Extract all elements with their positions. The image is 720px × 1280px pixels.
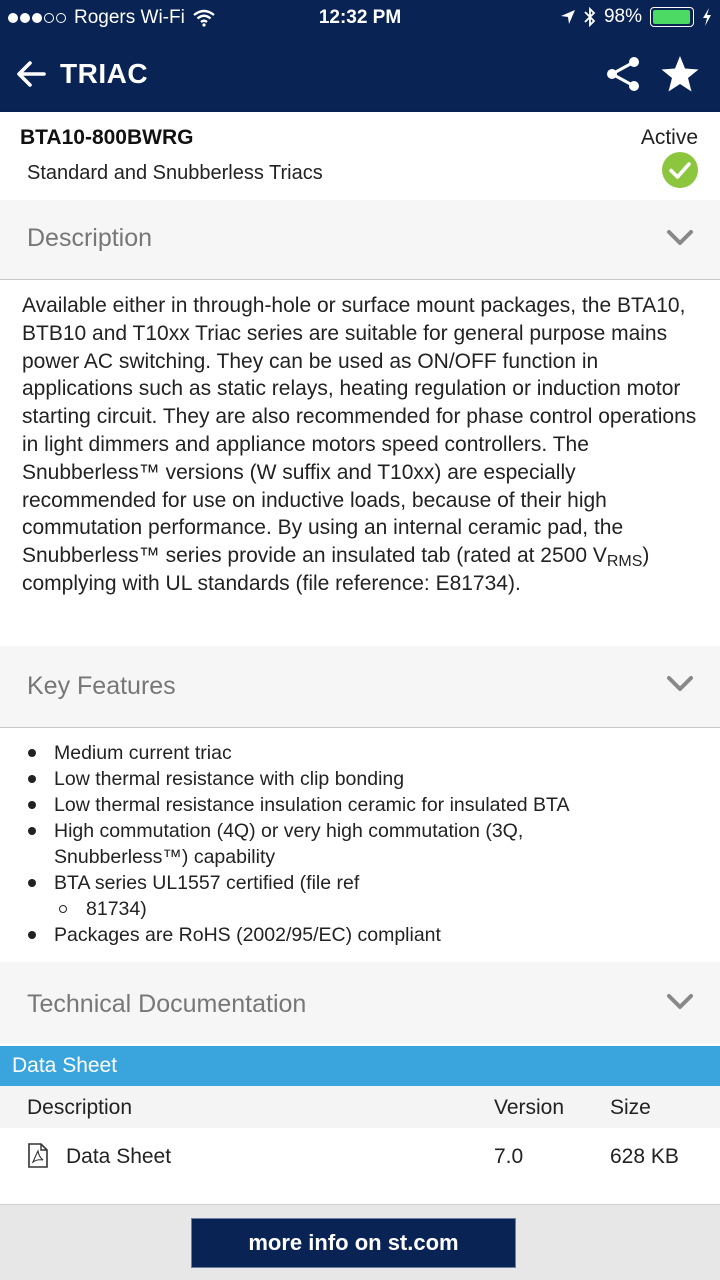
checkmark-circle-icon	[662, 152, 698, 188]
status-bar-right	[560, 6, 712, 28]
column-header-version: Version	[494, 1096, 565, 1119]
clock: 12:32 PM	[318, 7, 402, 28]
description-body: Available either in through-hole or surface mount packages, the BTA10, BTB10 and T10xx Triac series are suitable for general purpose mains power AC switching. They can be used as ON/OFF function in applications such as static relays, heating regulation or induction motor starting circuit. They are also recommended for phase control operations in light dimmers and appliance motors speed controllers. The Snubberless™ versions (W suffix and T10xx) are especially recommended for use on inductive loads, because of their high commutation performance. By using an internal ceramic pad, the Snubberless™ series provide an insulated tab (rated at 2500 V	[22, 294, 697, 568]
column-header-size: Size	[610, 1096, 651, 1119]
bullet-icon	[28, 801, 36, 809]
section-title: Key Features	[27, 672, 176, 700]
description-body-end: ) complying with UL standards (file reference: E81734).	[22, 544, 650, 595]
subscript-rms: RMS	[606, 553, 643, 571]
key-features-list	[0, 740, 720, 948]
status-label: Active	[640, 126, 698, 149]
navigation-bar	[0, 36, 720, 112]
list-item: 81734)	[0, 896, 720, 922]
list-item: Medium current triac	[0, 740, 720, 766]
star-icon[interactable]	[660, 54, 700, 94]
hollow-bullet-icon	[59, 905, 67, 913]
document-size: 628 KB	[610, 1145, 679, 1168]
chevron-down-icon	[666, 992, 694, 1012]
description-text	[22, 292, 702, 598]
document-version: 7.0	[494, 1145, 524, 1168]
product-header	[0, 112, 720, 202]
data-sheet-group-header	[0, 1046, 720, 1086]
section-key-features-header[interactable]	[0, 646, 720, 728]
bullet-icon	[28, 749, 36, 757]
location-arrow-icon	[560, 9, 576, 25]
table-header	[0, 1086, 720, 1128]
product-family: Standard and Snubberless Triacs	[27, 162, 323, 184]
status-bar	[0, 0, 720, 36]
chevron-down-icon	[666, 674, 694, 694]
footer-bar	[0, 1204, 720, 1280]
bullet-icon	[28, 879, 36, 887]
bullet-icon	[28, 931, 36, 939]
arrow-left-icon[interactable]	[14, 56, 50, 92]
page-title: TRIAC	[60, 58, 149, 89]
list-item: BTA series UL1557 certified (file ref	[0, 870, 720, 896]
bluetooth-icon	[584, 7, 596, 27]
list-item: High commutation (4Q) or very high commutation (3Q, Snubberless™) capability	[0, 818, 720, 870]
charging-bolt-icon	[702, 8, 712, 26]
list-item: Low thermal resistance insulation ceramic for insulated BTA	[0, 792, 720, 818]
group-title: Data Sheet	[12, 1054, 118, 1077]
battery-fill	[653, 10, 690, 24]
document-name: Data Sheet	[66, 1145, 172, 1168]
list-item: Packages are RoHS (2002/95/EC) compliant	[0, 922, 720, 948]
list-item: Low thermal resistance with clip bonding	[0, 766, 720, 792]
bullet-icon	[28, 775, 36, 783]
section-description-header[interactable]	[0, 200, 720, 280]
chevron-down-icon	[666, 228, 694, 248]
section-title: Description	[27, 224, 153, 252]
share-icon[interactable]	[603, 54, 643, 94]
bullet-icon	[28, 827, 36, 835]
part-number: BTA10-800BWRG	[20, 126, 194, 149]
section-technical-documentation-header[interactable]	[0, 962, 720, 1044]
battery-percent: 98%	[603, 6, 642, 27]
carrier-name: Rogers Wi-Fi	[74, 7, 185, 28]
table-row[interactable]	[0, 1128, 720, 1184]
battery-icon	[650, 7, 694, 27]
section-title: Technical Documentation	[27, 990, 307, 1018]
column-header-description: Description	[27, 1096, 133, 1119]
more-info-button[interactable]: more info on st.com	[191, 1218, 516, 1268]
pdf-file-icon	[28, 1143, 48, 1168]
